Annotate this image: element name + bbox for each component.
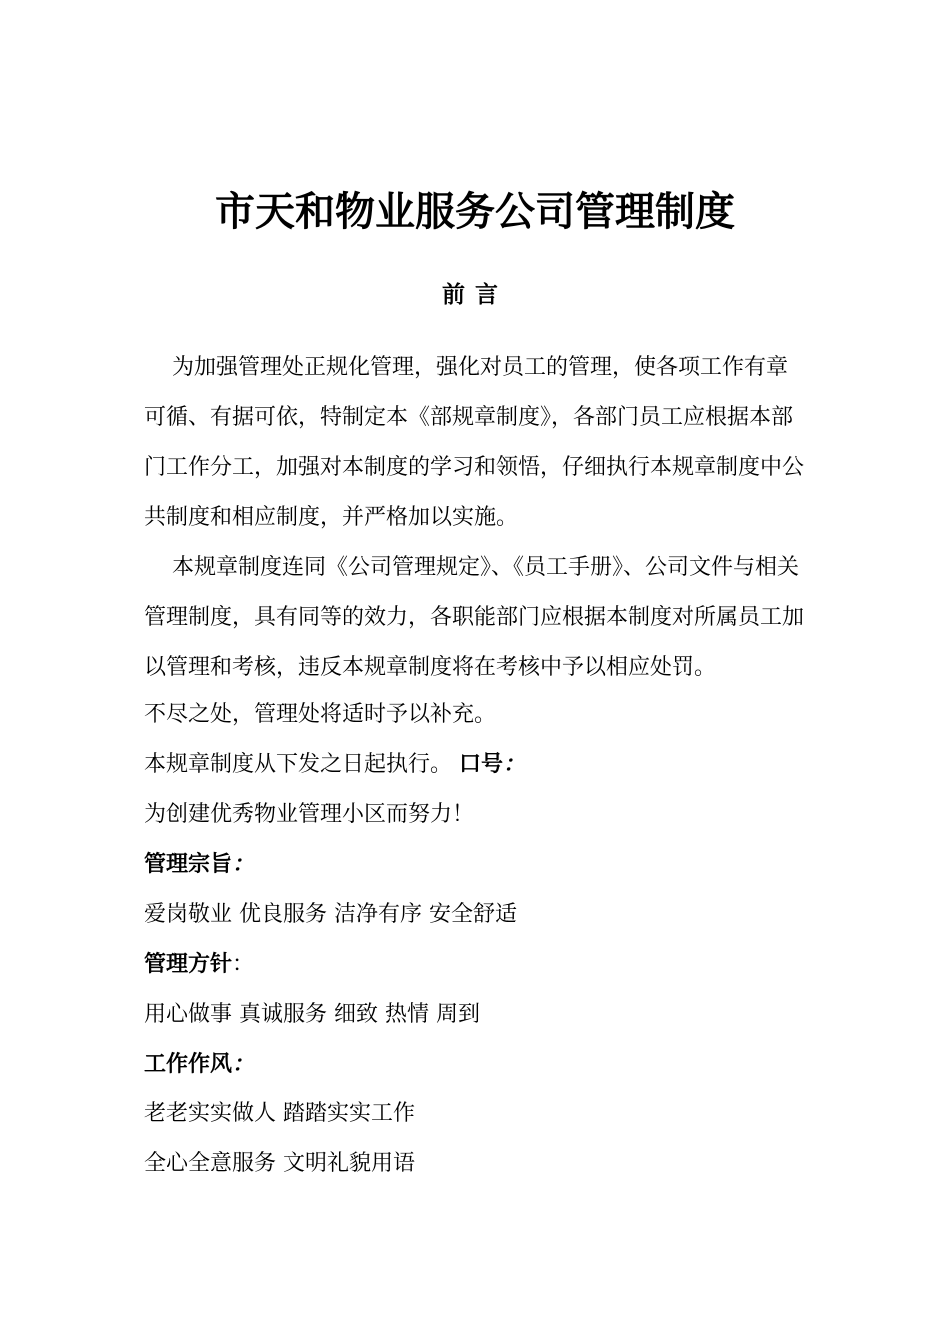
- policy-heading: [144, 950, 254, 980]
- preface-paragraph-2: 本规章制度连同《公司管理规定》、《员工手册》、公司文件与相关管理制度，具有同等的效力，各职能部门应根据本制度对所属员工加以管理和考核，违反本规章制度将在考核中予以相应处罚。: [144, 555, 805, 680]
- effective-line: [144, 750, 525, 780]
- policy-text: 用心做事 真诚服务 细致 热情 周到: [144, 1002, 480, 1027]
- slogan-text: 为创建优秀物业管理小区而努力！: [144, 802, 475, 827]
- purpose-heading: [144, 850, 254, 880]
- policy-label: 管理方针: [144, 952, 233, 977]
- supplement-line: 不尽之处，管理处将适时予以补充。: [144, 702, 497, 727]
- purpose-colon: ：: [232, 852, 255, 877]
- style-line-2: 全心全意服务 文明礼貌用语: [144, 1151, 415, 1176]
- preface-heading: [0, 280, 950, 310]
- purpose-label: 管理宗旨: [144, 852, 233, 877]
- style-heading: [144, 1050, 254, 1080]
- style-label: 工作作风: [144, 1052, 233, 1077]
- slogan-label: 口号: [459, 752, 504, 777]
- preface-paragraph-1: 为加强管理处正规化管理，强化对员工的管理，使各项工作有章可循、有据可依，特制定本《部规章制度》，各部门员工应根据本部门工作分工，加强对本制度的学习和领悟，仔细执行本规章制度中公共制度和相应制度，并严格加以实施。: [144, 355, 805, 530]
- purpose-text: 爱岗敬业 优良服务 洁净有序 安全舒适: [144, 902, 517, 927]
- effective-text: 本规章制度从下发之日起执行。: [144, 752, 453, 777]
- document-title: 市天和物业服务公司管理制度: [215, 189, 735, 235]
- style-line-1: 老老实实做人 踏踏实实工作: [144, 1101, 415, 1126]
- preface-heading-text: 前言: [442, 282, 508, 308]
- style-colon: ：: [232, 1052, 255, 1077]
- slogan-colon: ：: [503, 752, 526, 777]
- preface-body: [144, 343, 808, 693]
- policy-colon: ：: [232, 952, 255, 977]
